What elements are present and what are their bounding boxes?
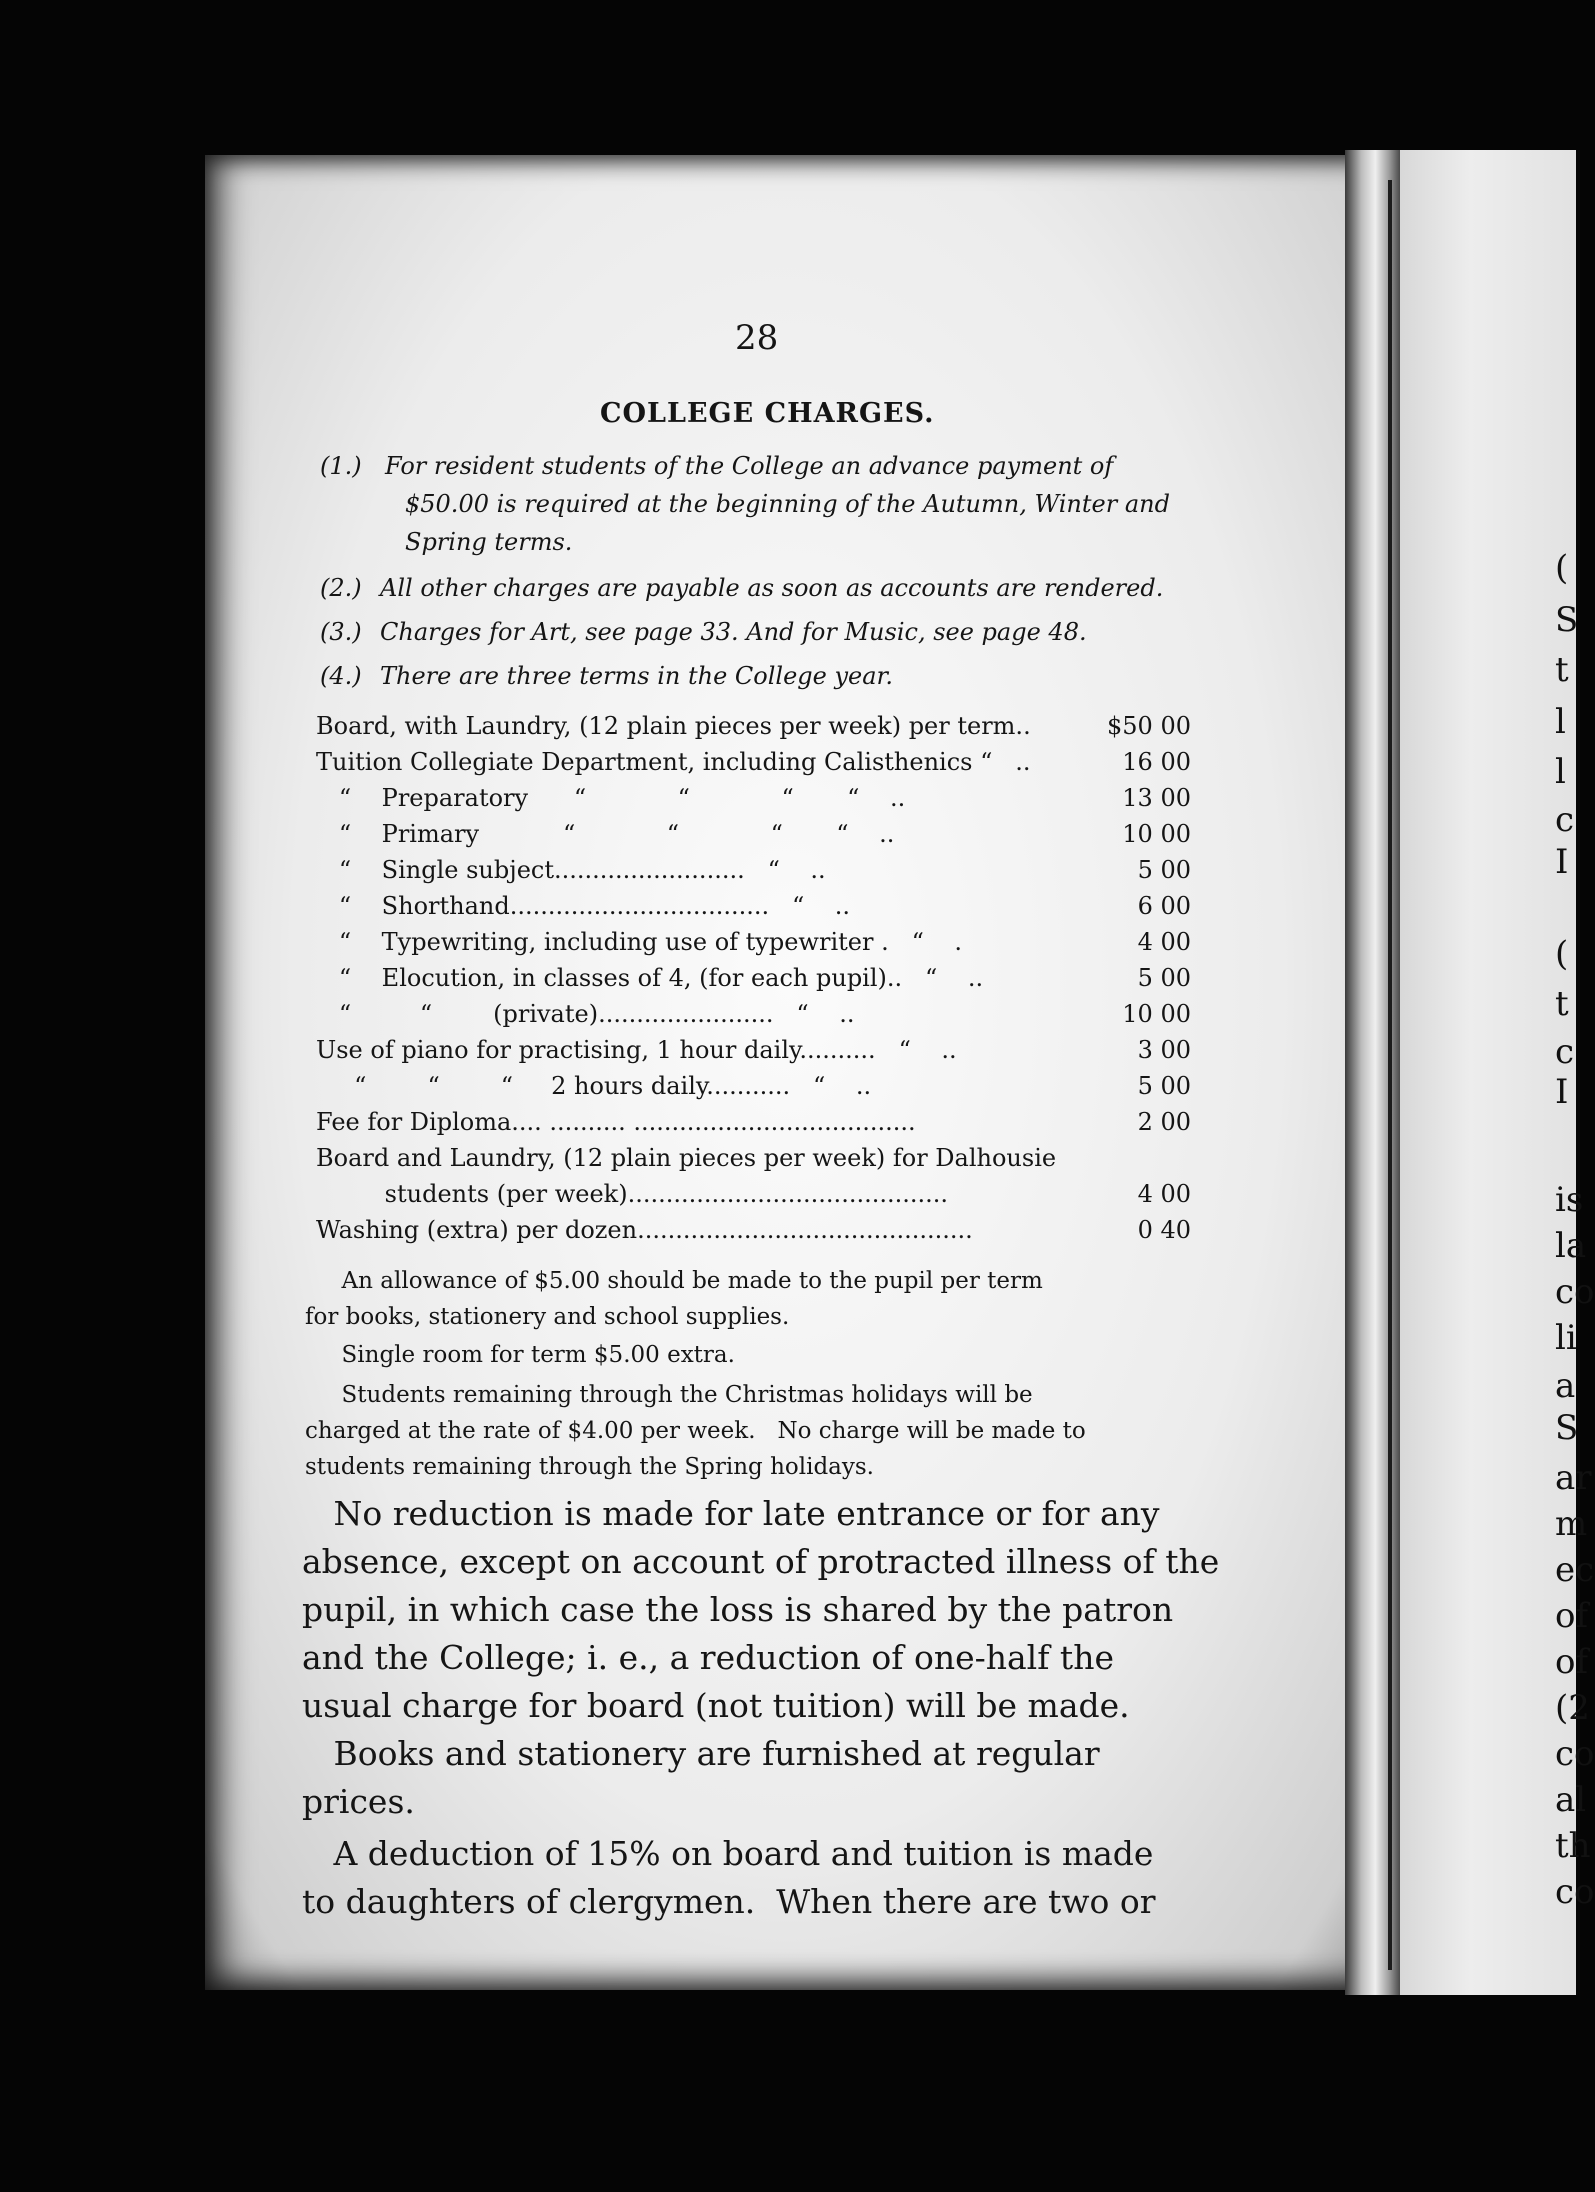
facing-page-fragment: ar xyxy=(1555,1458,1592,1498)
facing-page-fragment: I xyxy=(1555,842,1569,882)
facing-page-fragment: c xyxy=(1555,800,1575,840)
charge-label: “ Single subject......................... “ .. xyxy=(316,856,826,884)
deduction-line-2: to daughters of clergymen. When there are two or xyxy=(302,1882,1156,1921)
charge-label: “ “ (private)....................... “ .. xyxy=(316,1000,855,1028)
charge-label: “ Shorthand.................................. “ .. xyxy=(316,892,851,920)
note-1-line-3: Spring terms. xyxy=(405,528,573,556)
note-4-number: (4.) xyxy=(320,662,362,690)
section-title: COLLEGE CHARGES. xyxy=(600,398,935,429)
note-2-line-1: All other charges are payable as soon as accounts are rendered. xyxy=(380,574,1164,602)
charge-label: Board, with Laundry, (12 plain pieces per week) per term.. xyxy=(316,712,1031,740)
facing-page-fragment: li xyxy=(1555,1318,1577,1358)
facing-page-fragment: al xyxy=(1555,1780,1587,1820)
charge-label: Use of piano for practising, 1 hour daily.......... “ .. xyxy=(316,1036,957,1064)
note-1-number: (1.) xyxy=(320,452,362,480)
reduction-line-1: No reduction is made for late entrance or for any xyxy=(302,1494,1160,1533)
charge-amount: 5 00 xyxy=(1137,856,1191,884)
charge-amount: 4 00 xyxy=(1137,1180,1191,1208)
reduction-line-3: pupil, in which case the loss is shared by the patron xyxy=(302,1590,1174,1629)
books-line-1: Books and stationery are furnished at regular xyxy=(302,1734,1100,1773)
allowance-line-1: An allowance of $5.00 should be made to the pupil per term xyxy=(305,1268,1043,1294)
facing-page-fragment: t xyxy=(1555,984,1569,1024)
note-3-line-1: Charges for Art, see page 33. And for Music, see page 48. xyxy=(380,618,1087,646)
charge-row xyxy=(316,1000,1191,1032)
facing-page-fragment: a xyxy=(1555,1366,1576,1406)
reduction-line-4: and the College; i. e., a reduction of one-half the xyxy=(302,1638,1114,1677)
charge-amount: 5 00 xyxy=(1137,964,1191,992)
facing-page-fragment: t xyxy=(1555,650,1569,690)
charge-amount: 4 00 xyxy=(1137,928,1191,956)
facing-page-fragment: l xyxy=(1555,752,1566,792)
charge-label: students (per week).......................................... xyxy=(316,1180,948,1208)
charge-label: “ Elocution, in classes of 4, (for each pupil).. “ .. xyxy=(316,964,984,992)
page-number: 28 xyxy=(735,318,779,358)
facing-page-fragment: ( xyxy=(1555,934,1569,974)
charge-row xyxy=(316,892,1191,924)
charge-row xyxy=(316,856,1191,888)
charges-table xyxy=(316,712,1191,1252)
note-1-line-2: $50.00 is required at the beginning of the Autumn, Winter and xyxy=(405,490,1170,518)
facing-page-fragment: S xyxy=(1555,600,1579,640)
note-2-number: (2.) xyxy=(320,574,362,602)
charge-label: “ Typewriting, including use of typewriter . “ . xyxy=(316,928,962,956)
charge-row xyxy=(316,712,1191,744)
facing-page-edge xyxy=(1400,150,1579,1995)
charge-row xyxy=(316,1036,1191,1068)
note-1-line-1: For resident students of the College an advance payment of xyxy=(385,452,1114,480)
facing-page-fragment: la xyxy=(1555,1226,1587,1266)
facing-page-fragment: co xyxy=(1555,1872,1595,1912)
allowance-line-2: for books, stationery and school supplies. xyxy=(305,1304,790,1330)
charge-row xyxy=(316,1072,1191,1104)
facing-page-fragment: c xyxy=(1555,1032,1575,1072)
charge-amount: 16 00 xyxy=(1122,748,1191,776)
charge-amount: 6 00 xyxy=(1137,892,1191,920)
charge-label: Washing (extra) per dozen............................................ xyxy=(316,1216,973,1244)
charge-row xyxy=(316,964,1191,996)
charge-row xyxy=(316,1144,1191,1176)
facing-page-fragment: m xyxy=(1555,1504,1588,1544)
note-4-line-1: There are three terms in the College year. xyxy=(380,662,894,690)
facing-page-fragment: (2 xyxy=(1555,1688,1590,1728)
note-3-number: (3.) xyxy=(320,618,362,646)
charge-row xyxy=(316,1108,1191,1140)
charge-amount: $50 00 xyxy=(1107,712,1191,740)
facing-page-fragment: th xyxy=(1555,1826,1591,1866)
facing-page-fragment: ( xyxy=(1555,548,1569,588)
facing-page-fragment: I xyxy=(1555,1072,1569,1112)
charge-label: Board and Laundry, (12 plain pieces per week) for Dalhousie xyxy=(316,1144,1057,1172)
charge-amount: 13 00 xyxy=(1122,784,1191,812)
charge-label: Tuition Collegiate Department, including Calisthenics “ .. xyxy=(316,748,1031,776)
charge-label: Fee for Diploma.... .......... ..................................... xyxy=(316,1108,916,1136)
facing-page-fragment: is xyxy=(1555,1180,1584,1220)
charge-amount: 5 00 xyxy=(1137,1072,1191,1100)
charge-row xyxy=(316,820,1191,852)
facing-page-fragment: l xyxy=(1555,702,1566,742)
charge-label: “ “ “ 2 hours daily........... “ .. xyxy=(316,1072,872,1100)
charge-row xyxy=(316,784,1191,816)
facing-page-fragment: of xyxy=(1555,1596,1589,1636)
charge-label: “ Primary “ “ “ “ .. xyxy=(316,820,895,848)
facing-page-fragment: S xyxy=(1555,1408,1579,1448)
christmas-line-3: students remaining through the Spring holidays. xyxy=(305,1454,874,1480)
charge-amount: 10 00 xyxy=(1122,1000,1191,1028)
charge-amount: 0 40 xyxy=(1137,1216,1191,1244)
charge-row xyxy=(316,748,1191,780)
books-line-2: prices. xyxy=(302,1782,415,1821)
reduction-line-5: usual charge for board (not tuition) will be made. xyxy=(302,1686,1130,1725)
charge-amount: 3 00 xyxy=(1137,1036,1191,1064)
charge-row xyxy=(316,1216,1191,1248)
facing-page-fragment: co xyxy=(1555,1734,1595,1774)
deduction-line-1: A deduction of 15% on board and tuition is made xyxy=(302,1834,1154,1873)
single-room-line: Single room for term $5.00 extra. xyxy=(305,1342,735,1368)
facing-page-fragment: co xyxy=(1555,1272,1595,1312)
christmas-line-2: charged at the rate of $4.00 per week. No charge will be made to xyxy=(305,1418,1086,1444)
charge-amount: 2 00 xyxy=(1137,1108,1191,1136)
christmas-line-1: Students remaining through the Christmas holidays will be xyxy=(305,1382,1033,1408)
charge-row xyxy=(316,928,1191,960)
charge-row xyxy=(316,1180,1191,1212)
facing-page-fragment: ec xyxy=(1555,1550,1595,1590)
reduction-line-2: absence, except on account of protracted illness of the xyxy=(302,1542,1220,1581)
gutter-shadow-line xyxy=(1388,180,1392,1970)
charge-amount: 10 00 xyxy=(1122,820,1191,848)
facing-page-fragment: of xyxy=(1555,1642,1589,1682)
charge-label: “ Preparatory “ “ “ “ .. xyxy=(316,784,906,812)
